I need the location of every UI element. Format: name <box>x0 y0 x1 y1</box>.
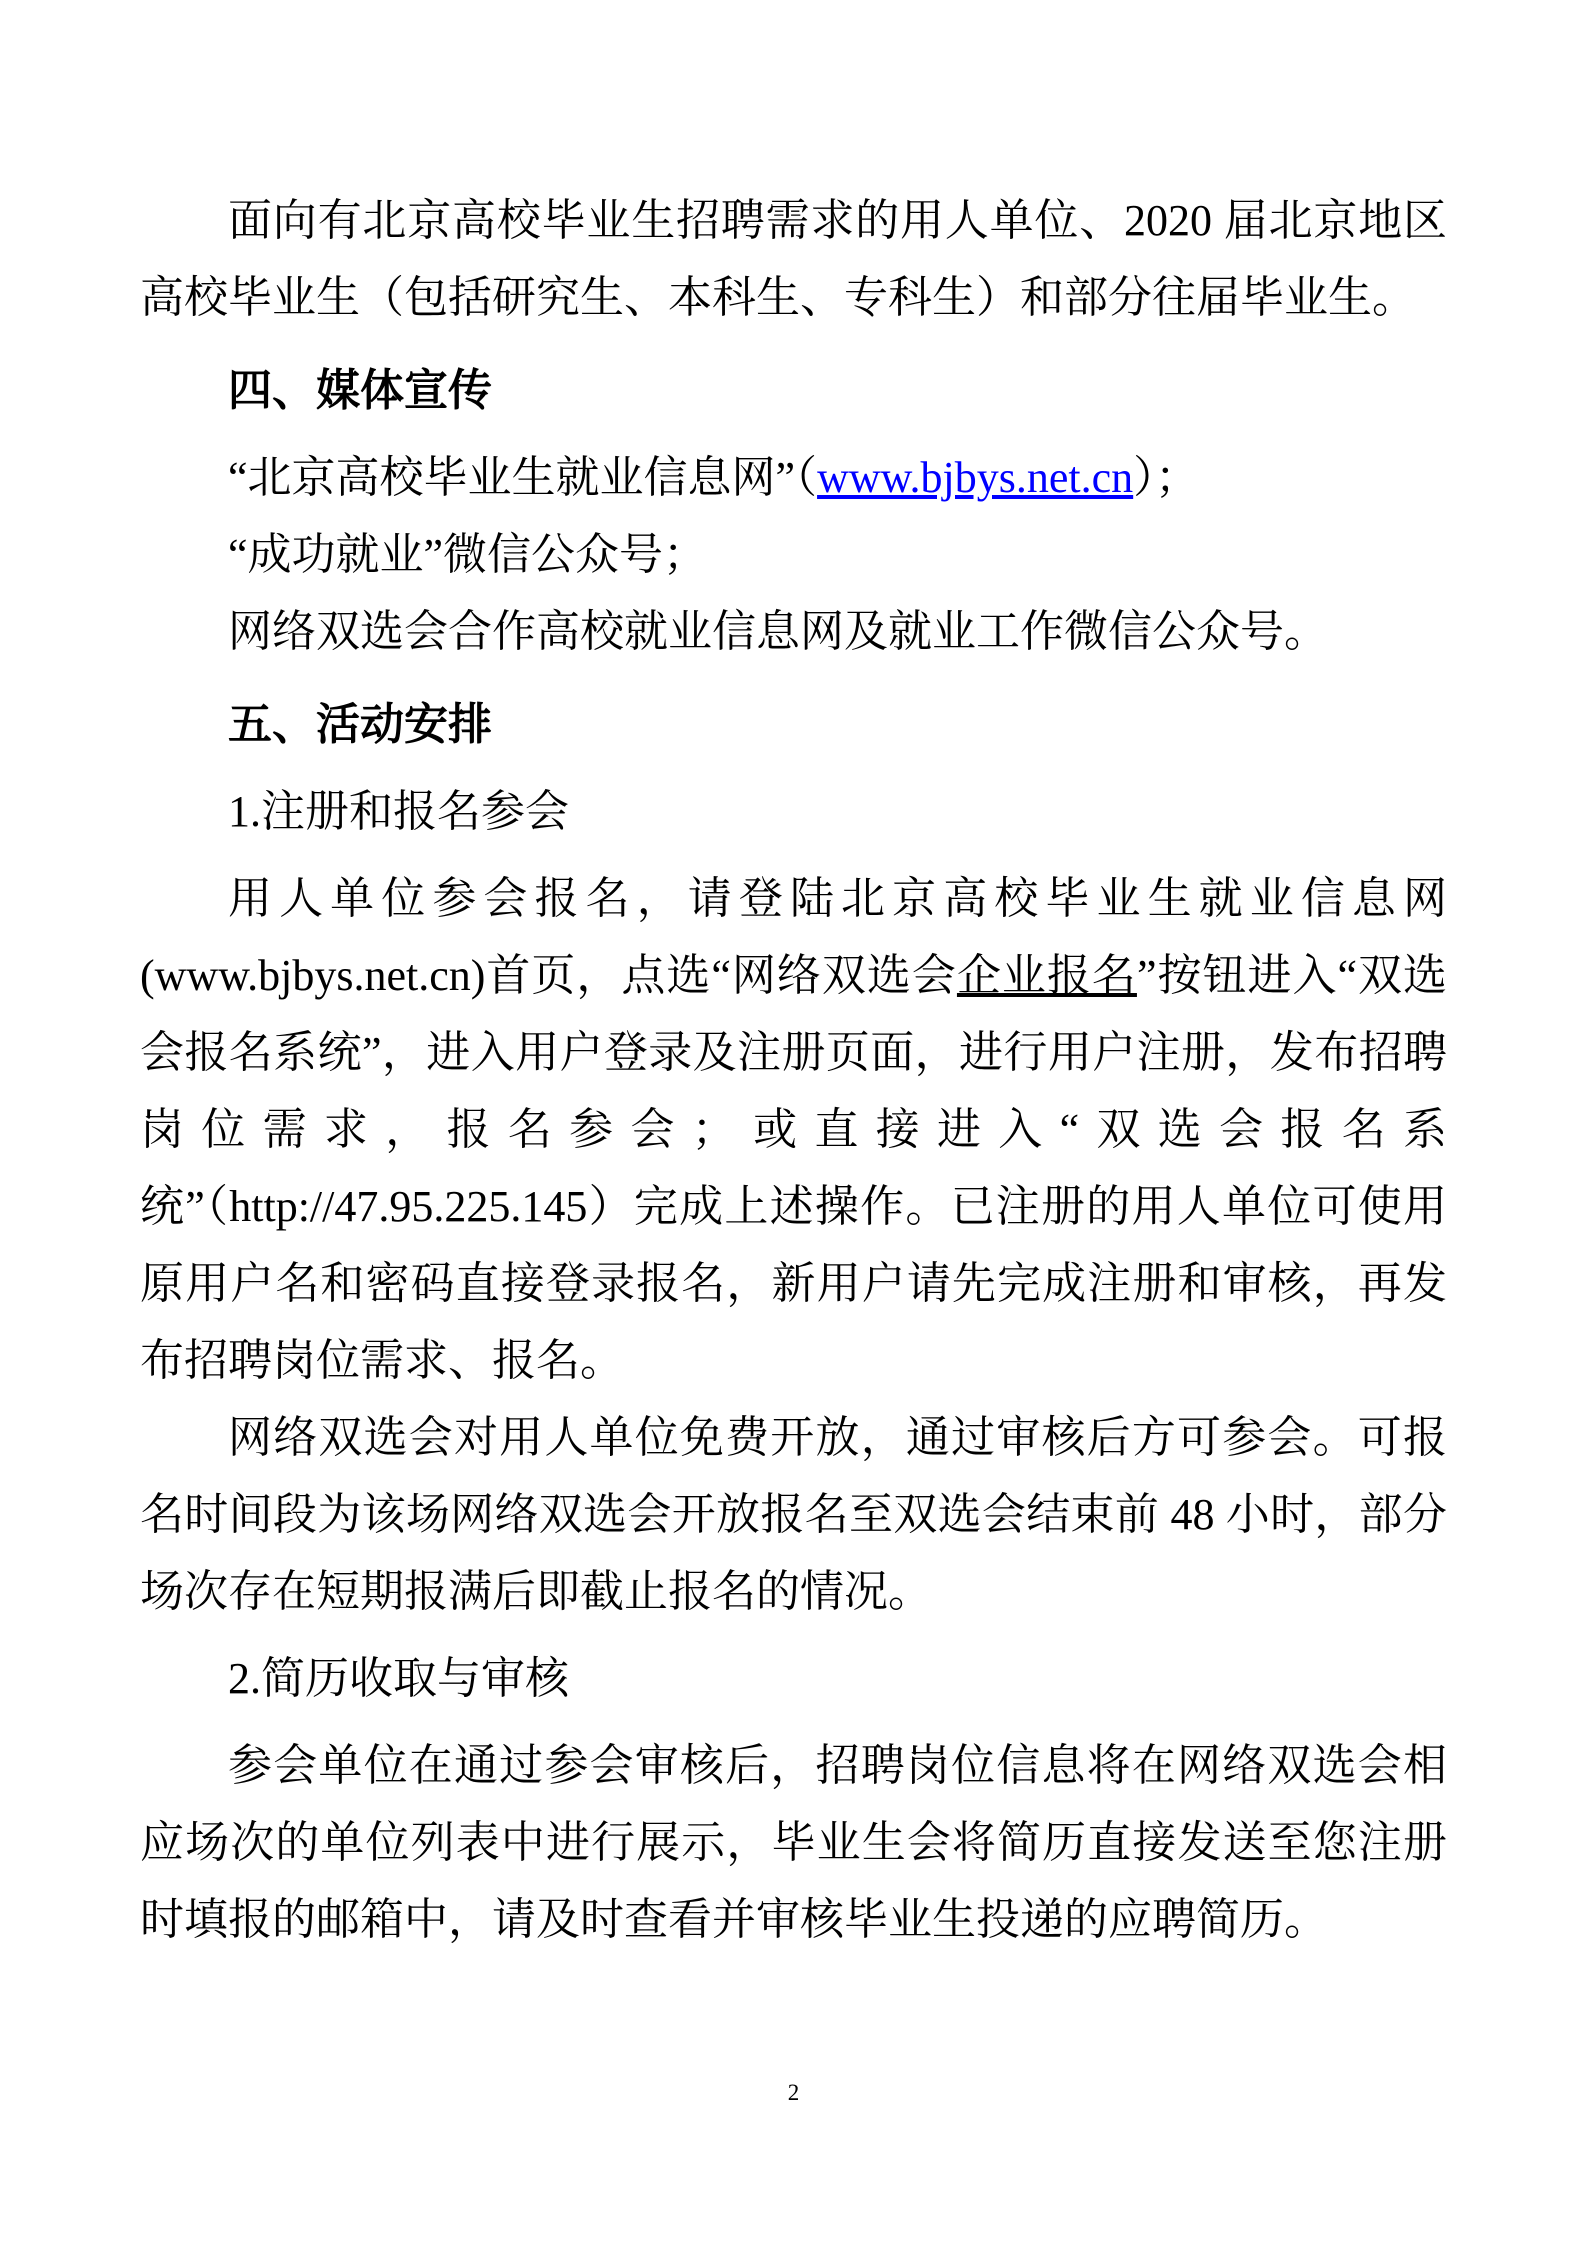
media-line-website-prefix: “北京高校毕业生就业信息网”（ <box>228 453 818 502</box>
media-line-wechat: “成功就业”微信公众号； <box>228 530 708 579</box>
registration-paragraph-seg2: ”按钮进入“双选会报名系统”，进入用户登录及注册页面，进行用户注册，发布招聘岗位需求，报名参会；或直接进入“双选会报名系统”（http://47.95.225.145）完成上述操作。已注册的用人单位可使用原用户名和密码直接登录报名，新用户请先完成注册和审核，再发布招聘岗位需求、报名。 <box>140 951 1447 1385</box>
page-number: 2 <box>787 2080 800 2105</box>
enterprise-signup-underlined-text: 企业报名 <box>956 951 1137 1000</box>
resume-review-paragraph: 参会单位在通过参会审核后，招聘岗位信息将在网络双选会相应场次的单位列表中进行展示，毕业生会将简历直接发送至您注册时填报的邮箱中，请及时查看并审核毕业生投递的应聘简历。 <box>140 1741 1447 1944</box>
section-heading-media: 四、媒体宣传 <box>228 366 492 415</box>
subsection-title-registration: 1.注册和报名参会 <box>228 787 569 836</box>
section-heading-schedule: 五、活动安排 <box>228 700 492 749</box>
registration-paragraph <box>140 860 1447 1399</box>
registration-paragraph-seg1: 用人单位参会报名，请登陆北京高校毕业生就业信息网(www.bjbys.net.cn)首页，点选“网络双选会 <box>140 874 1447 1000</box>
free-access-paragraph: 网络双选会对用人单位免费开放，通过审核后方可参会。可报名时间段为该场网络双选会开放报名至双选会结束前 48 小时，部分场次存在短期报满后即截止报名的情况。 <box>140 1413 1447 1616</box>
intro-paragraph: 面向有北京高校毕业生招聘需求的用人单位、2020 届北京地区高校毕业生（包括研究生、本科生、专科生）和部分往届毕业生。 <box>140 196 1447 322</box>
media-line-website-suffix: ）； <box>1133 453 1200 502</box>
media-line-website <box>140 439 1447 516</box>
subsection-title-resumes: 2.简历收取与审核 <box>228 1654 569 1703</box>
bjbys-hyperlink[interactable]: www.bjbys.net.cn <box>817 453 1134 502</box>
media-line-partner-sites: 网络双选会合作高校就业信息网及就业工作微信公众号。 <box>228 607 1328 656</box>
document-content <box>140 182 1447 1958</box>
